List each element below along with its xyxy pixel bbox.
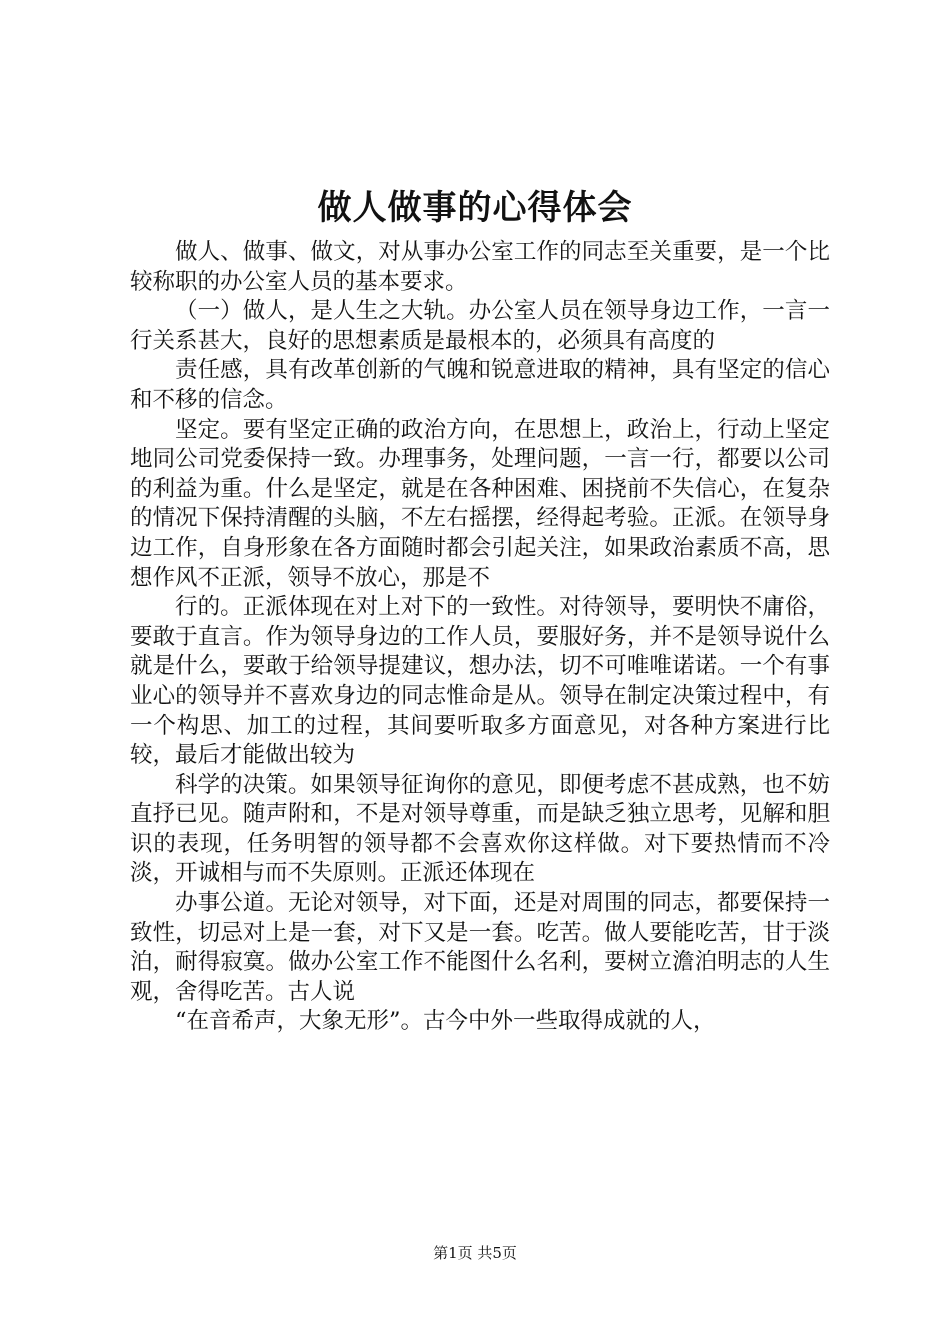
paragraph: 责任感，具有改革创新的气魄和锐意进取的精神，具有坚定的信心和不移的信念。 [130,357,830,413]
paragraph: 办事公道。无论对领导，对下面，还是对周围的同志，都要保持一致性，切忌对上是一套，对下又是一套。吃苦。做人要能吃苦，甘于淡泊，耐得寂寞。做办公室工作不能图什么名利，要树立澹泊明志的人生观，舍得吃苦。古人说 [130,890,830,1005]
paragraph: 做人、做事、做文，对从事办公室工作的同志至关重要，是一个比较称职的办公室人员的基本要求。 [130,239,830,295]
paragraph: 行的。正派体现在对上对下的一致性。对待领导，要明快不庸俗，要敢于直言。作为领导身边的工作人员，要服好务，并不是领导说什么就是什么，要敢于给领导提建议，想办法，切不可唯唯诺诺。一个有事业心的领导并不喜欢身边的同志惟命是从。领导在制定决策过程中，有一个构思、加工的过程，其间要听取多方面意见，对各种方案进行比较，最后才能做出较为 [130,594,830,769]
paragraph: “在音希声，大象无形”。古今中外一些取得成就的人， [175,1008,716,1035]
page-footer: 第1页 共5页 [433,1244,517,1262]
document-title: 做人做事的心得体会 [317,188,633,228]
paragraph: （一）做人，是人生之大轨。办公室人员在领导身边工作，一言一行关系甚大，良好的思想素质是最根本的，必须具有高度的 [130,298,830,354]
document-body [130,238,830,1037]
paragraph: 科学的决策。如果领导征询你的意见，即便考虑不甚成熟，也不妨直抒已见。随声附和，不是对领导尊重，而是缺乏独立思考，见解和胆识的表现，任务明智的领导都不会喜欢你这样做。对下要热情而不冷淡，开诚相与而不失原则。正派还体现在 [130,771,830,887]
paragraph: 坚定。要有坚定正确的政治方向，在思想上，政治上，行动上坚定地同公司党委保持一致。办理事务，处理问题，一言一行，都要以公司的利益为重。什么是坚定，就是在各种困难、困挠前不失信心，在复杂的情况下保持清醒的头脑，不左右摇摆，经得起考验。正派。在领导身边工作，自身形象在各方面随时都会引起关注，如果政治素质不高，思想作风不正派，领导不放心，那是不 [130,416,830,591]
